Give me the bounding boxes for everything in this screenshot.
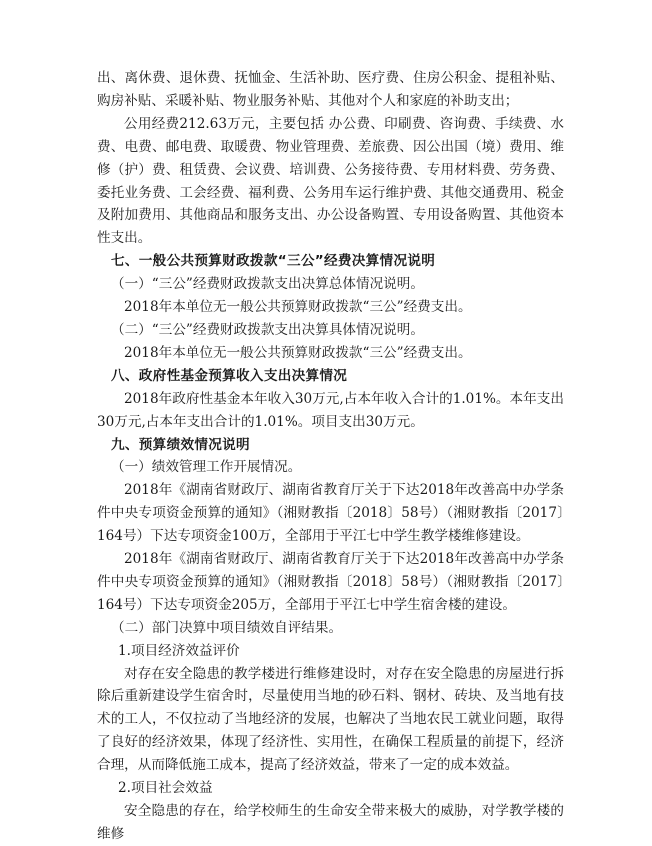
paragraph-three-public-overall: 2018年本单位无一般公共预算财政拨款“三公”经费支出。 <box>124 299 472 316</box>
paragraph-personnel-subsidies: 出、离休费、退休费、抚恤金、生活补助、医疗费、住房公积金、提租补贴、购房补贴、采暖补贴、物业服务补贴、其他对个人和家庭的补助支出； <box>97 70 564 109</box>
heading-section-seven: 七、一般公共预算财政拨款“三公”经费决算情况说明 <box>111 253 436 270</box>
paragraph-public-expenses: 公用经费212.63万元，主要包括 办公费、印刷费、咨询费、手续费、水费、电费、邮电费、取暖费、物业管理费、差旅费、因公出国（境）费用、维修（护）费、租赁费、会议费、培训费、公务接待费、专用材料费、劳务费、委托业务费、工会经费、福利费、公务用车运行维护费、其他交通费用、税金及附加费用、其他商品和服务支出、办公设备购置、专用设备购置、其他资本性支出。 <box>97 115 564 247</box>
subheading-performance-management: （一）绩效管理工作开展情况。 <box>111 459 302 476</box>
heading-section-nine: 九、预算绩效情况说明 <box>111 436 250 453</box>
paragraph-dormitory-fund: 2018年《湖南省财政厅、湖南省教育厅关于下达2018年改善高中办学条件中央专项资金预算的通知》（湘财教指〔2018〕58号）（湘财教指〔2017〕164号）下达专项资金205万，全部用于平江七中学生宿舍楼的建设。 <box>97 551 564 613</box>
subheading-three-public-detail: （二）“三公”经费财政拨款支出决算具体情况说明。 <box>111 321 424 338</box>
paragraph-government-fund: 2018年政府性基金本年收入30万元,占本年收入合计的1.01%。本年支出30万元,占本年支出合计的1.01%。项目支出30万元。 <box>97 390 564 430</box>
paragraph-social-benefit: 安全隐患的存在，给学校师生的生命安全带来极大的威胁，对学教学楼的维修 <box>97 803 564 842</box>
subheading-economic-benefit: 1.项目经济效益评价 <box>118 642 240 659</box>
document-page <box>97 67 564 846</box>
paragraph-teaching-building-fund: 2018年《湖南省财政厅、湖南省教育厅关于下达2018年改善高中办学条件中央专项资金预算的通知》（湘财教指〔2018〕58号）（湘财教指〔2017〕164号）下达专项资金100万，全部用于平江七中学生教学楼维修建设。 <box>97 482 564 545</box>
subheading-three-public-overall: （一）“三公”经费财政拨款支出决算总体情况说明。 <box>111 276 424 293</box>
subheading-social-benefit: 2.项目社会效益 <box>118 780 213 797</box>
paragraph-economic-benefit: 对存在安全隐患的教学楼进行维修建设时，对存在安全隐患的房屋进行拆除后重新建设学生宿舍时，尽量使用当地的砂石料、钢材、砖块、及当地有技术的工人，不仅拉动了当地经济的发展，也解决了当地农民工就业问题，取得了良好的经济效果，体现了经济性、实用性，在确保工程质量的前提下，经济合理，从而降低施工成本，提高了经济效益，带来了一定的成本效益。 <box>97 665 564 774</box>
paragraph-three-public-detail: 2018年本单位无一般公共预算财政拨款“三公”经费支出。 <box>124 344 472 361</box>
heading-section-eight: 八、政府性基金预算收入支出决算情况 <box>111 367 348 384</box>
subheading-self-evaluation: （二）部门决算中项目绩效自评结果。 <box>111 619 343 636</box>
